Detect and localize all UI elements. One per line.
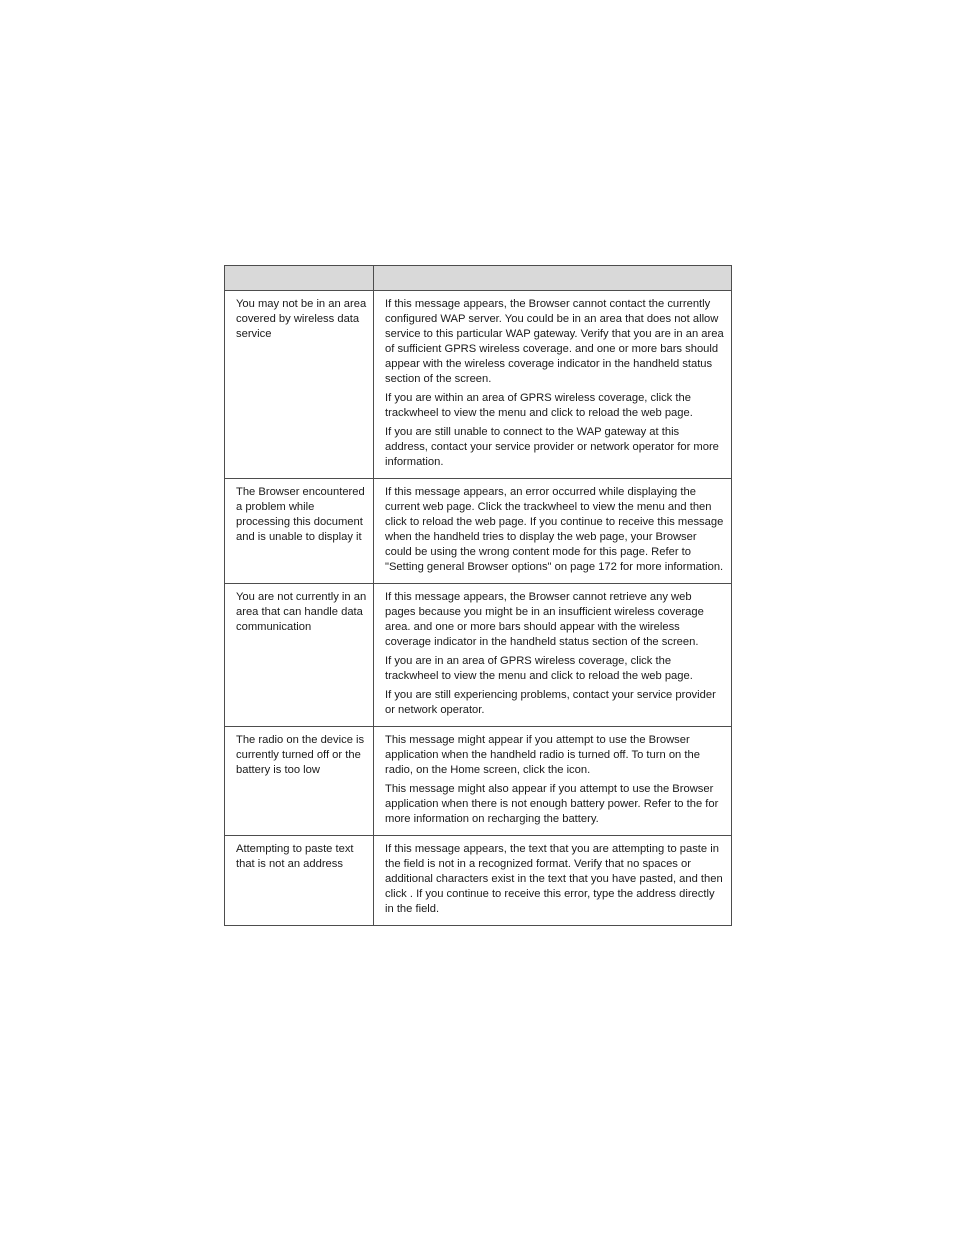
cause-cell: The radio on the device is currently turned off or the battery is too low	[225, 727, 374, 836]
table-row	[225, 836, 732, 926]
description-cell	[374, 727, 732, 836]
description-paragraph: If this message appears, the Browser cannot retrieve any web pages because you might be in an insufficient wireless coverage area. and one or more bars should appear with the wireless coverage indicator in the handheld status section of the screen.	[385, 591, 704, 648]
header-cell-description	[374, 266, 732, 291]
description-cell	[374, 584, 732, 727]
description-paragraph: If this message appears, an error occurred while displaying the current web page. Click the trackwheel to view the menu and then click to reload the web page. If you continue to receive this message when the handheld tries to display the web page, your Browser could be using the wrong content mode for this page. Refer to "Setting general Browser options" on page 172 for more information.	[385, 486, 724, 573]
cause-cell: Attempting to paste text that is not an address	[225, 836, 374, 926]
description-paragraph: If you are still experiencing problems, contact your service provider or network operator.	[385, 689, 716, 716]
table-row	[225, 479, 732, 584]
cause-cell: You may not be in an area covered by wireless data service	[225, 291, 374, 479]
cause-cell: The Browser encountered a problem while processing this document and is unable to display it	[225, 479, 374, 584]
cause-cell: You are not currently in an area that can handle data communication	[225, 584, 374, 727]
description-cell	[374, 479, 732, 584]
description-paragraph: If you are still unable to connect to the WAP gateway at this address, contact your service provider or network operator for more information.	[385, 426, 719, 468]
description-paragraph: If this message appears, the Browser cannot contact the currently configured WAP server. You could be in an area that does not allow service to this particular WAP gateway. Verify that you are in an area of sufficient GPRS wireless coverage. and one or more bars should appear with the wireless coverage indicator in the handheld status section of the screen.	[385, 298, 724, 385]
error-message-table	[224, 265, 732, 926]
table-row	[225, 584, 732, 727]
table-row	[225, 291, 732, 479]
description-paragraph: If you are within an area of GPRS wireless coverage, click the trackwheel to view the menu and click to reload the web page.	[385, 392, 693, 419]
description-paragraph: If this message appears, the text that you are attempting to paste in the field is not in a recognized format. Verify that no spaces or additional characters exist in the text that you have pasted, and then click . If you continue to receive this error, type the address directly in the field.	[385, 843, 723, 915]
description-paragraph: This message might appear if you attempt to use the Browser application when the handheld radio is turned off. To turn on the radio, on the Home screen, click the icon.	[385, 734, 700, 776]
description-paragraph: This message might also appear if you attempt to use the Browser application when there is not enough battery power. Refer to the for more information on recharging the battery.	[385, 783, 719, 825]
table-header-row	[225, 266, 732, 291]
description-cell	[374, 291, 732, 479]
table-row	[225, 727, 732, 836]
description-paragraph: If you are in an area of GPRS wireless coverage, click the trackwheel to view the menu and click to reload the web page.	[385, 655, 693, 682]
description-cell	[374, 836, 732, 926]
header-cell-cause	[225, 266, 374, 291]
